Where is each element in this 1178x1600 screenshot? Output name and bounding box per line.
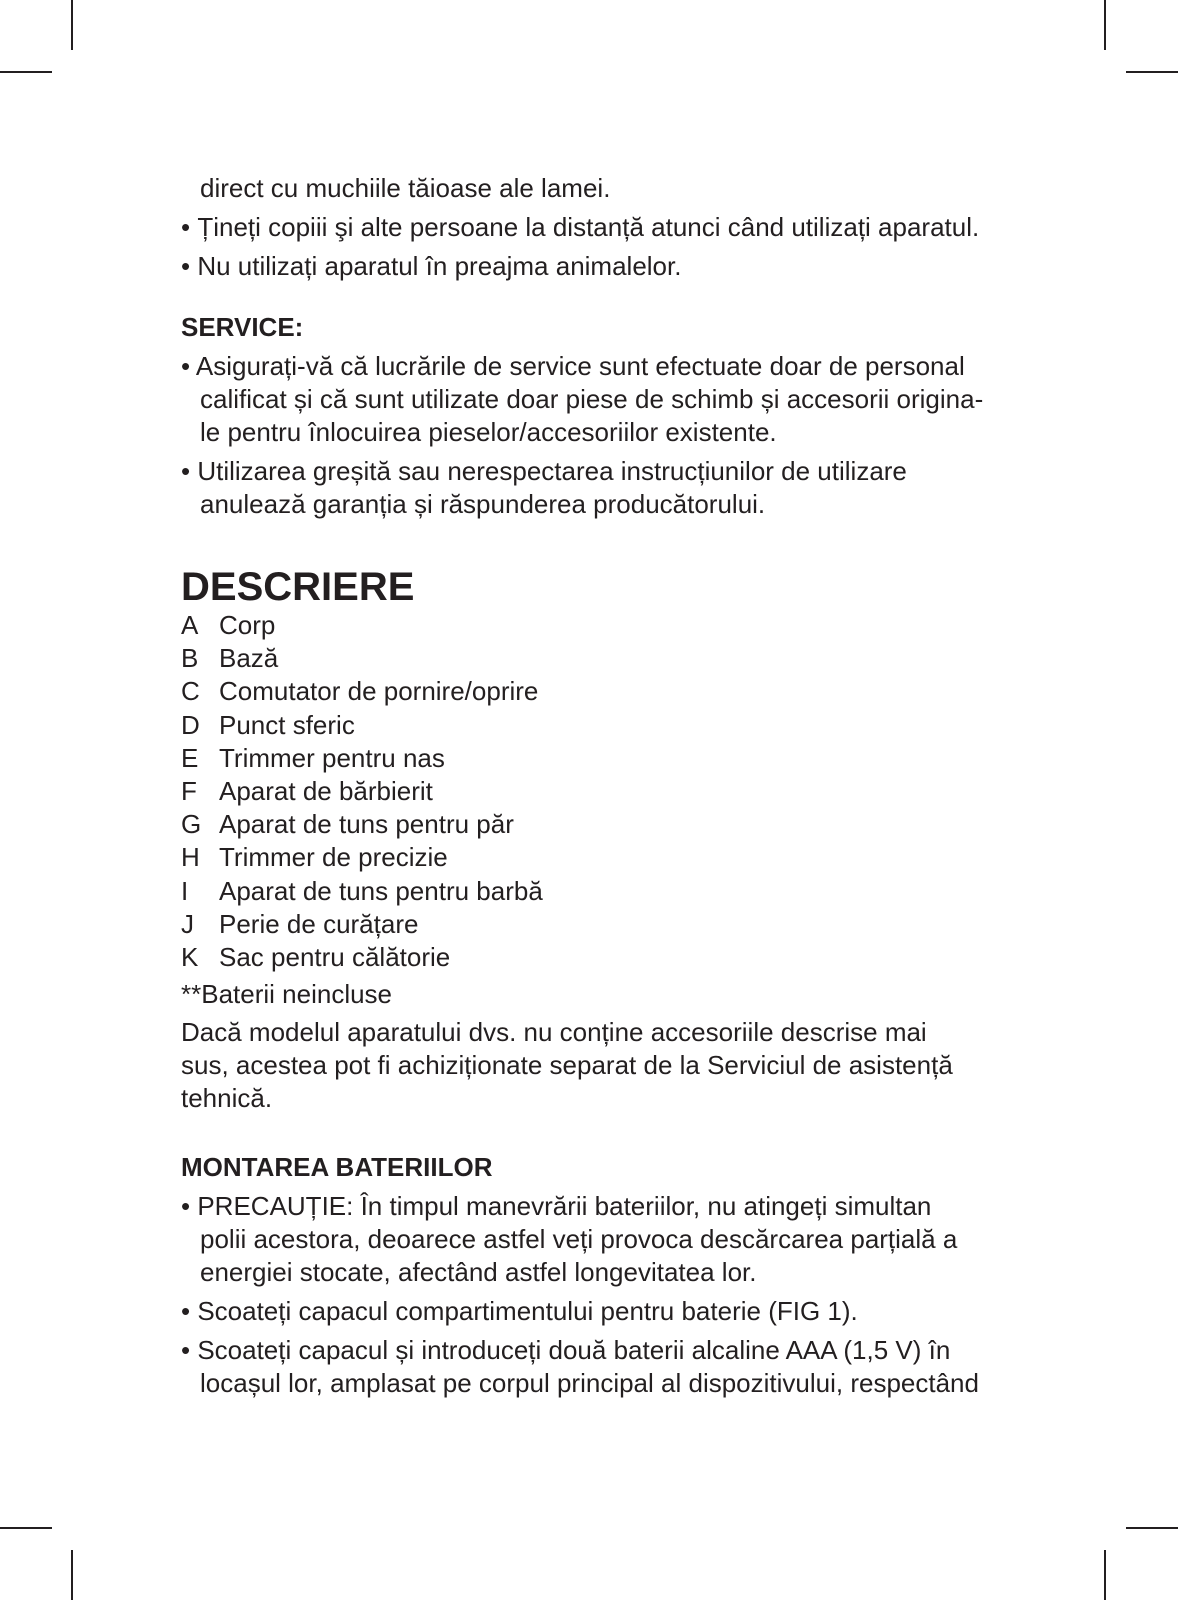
item-letter: D (181, 709, 200, 740)
description-item (181, 642, 1041, 675)
crop-mark-top-left-horizontal (0, 71, 52, 73)
description-item (181, 742, 1041, 775)
item-label: Perie de curățare (219, 908, 419, 939)
bullet-item (181, 455, 1041, 521)
bullet-item (181, 350, 1041, 449)
bullet-item (181, 250, 1041, 283)
item-label: Trimmer de precizie (219, 842, 448, 873)
description-item (181, 675, 1041, 708)
bullet-line: le pentru înlocuirea pieselor/accesoriilor existente. (200, 417, 777, 447)
item-label: Comutator de pornire/oprire (219, 676, 539, 707)
item-letter: I (181, 875, 189, 906)
item-label: Aparat de tuns pentru barbă (219, 875, 543, 906)
description-item (181, 808, 1041, 841)
bullet-line: • Scoateți capacul compartimentului pentru baterie (FIG 1). (181, 1296, 858, 1327)
item-letter: C (181, 676, 200, 707)
bullet-item (181, 211, 1041, 244)
page-content (181, 172, 1041, 1406)
item-letter: A (181, 610, 199, 640)
bullet-item (181, 1295, 1041, 1328)
description-item (181, 908, 1041, 941)
paragraph-line: sus, acestea pot fi achiziționate separat de la Serviciul de asistență (181, 1050, 953, 1081)
description-item (181, 875, 1041, 908)
paragraph-line: Dacă modelul aparatului dvs. nu conține accesoriile descrise mai (181, 1017, 927, 1048)
montarea-heading: MONTAREA BATERIILOR (181, 1152, 493, 1183)
service-heading: SERVICE: (181, 312, 304, 342)
bullet-line: energiei stocate, afectând astfel longevitatea lor. (200, 1257, 757, 1288)
item-letter: G (181, 809, 202, 840)
item-label: Aparat de bărbierit (219, 775, 433, 806)
bullet-item (181, 1334, 1041, 1400)
bullet-line: locașul lor, amplasat pe corpul principal al dispozitivului, respectând (200, 1368, 979, 1399)
crop-mark-top-left-vertical (71, 0, 73, 50)
item-letter: K (181, 941, 199, 972)
description-item (181, 775, 1041, 808)
descriere-heading: DESCRIERE (181, 565, 415, 609)
crop-mark-top-right-horizontal (1126, 71, 1178, 73)
description-item (181, 941, 1041, 974)
continuation-line: direct cu muchiile tăioase ale lamei. (200, 173, 611, 203)
bullet-line: • Nu utilizați aparatul în preajma animalelor. (181, 251, 682, 281)
item-label: Aparat de tuns pentru păr (219, 809, 514, 840)
item-letter: F (181, 775, 197, 806)
bullet-line: • PRECAUȚIE: În timpul manevrării bateriilor, nu atingeți simultan (181, 1191, 932, 1222)
bullet-line: • Țineți copiii şi alte persoane la distanță atunci când utilizați aparatul. (181, 212, 980, 242)
description-item (181, 609, 1041, 642)
description-item (181, 841, 1041, 874)
paragraph-line: tehnică. (181, 1083, 273, 1114)
description-item (181, 709, 1041, 742)
bullet-line: anulează garanția și răspunderea producătorului. (200, 489, 766, 519)
crop-mark-top-right-vertical (1104, 0, 1106, 50)
item-label: Trimmer pentru nas (219, 742, 445, 773)
item-letter: B (181, 643, 199, 674)
item-label: Sac pentru călătorie (219, 941, 451, 972)
bullet-item (181, 1190, 1041, 1289)
item-letter: H (181, 842, 200, 873)
item-label: Corp (219, 610, 276, 640)
bullet-line: • Scoateți capacul și introduceți două baterii alcaline AAA (1,5 V) în (181, 1335, 951, 1366)
description-list (181, 609, 1041, 974)
item-letter: J (181, 908, 194, 939)
bullet-line: • Utilizarea greșită sau nerespectarea instrucțiunilor de utilizare (181, 456, 907, 486)
crop-mark-bottom-left-vertical (71, 1550, 73, 1600)
bullet-line: polii acestora, deoarece astfel veți provoca descărcarea parțială a (200, 1224, 958, 1255)
item-label: Punct sferic (219, 709, 355, 740)
bullet-line: • Asigurați-vă că lucrările de service sunt efectuate doar de personal (181, 351, 965, 381)
item-label: Bază (219, 643, 279, 674)
bullet-line: calificat și că sunt utilizate doar piese de schimb și accesorii origina- (200, 384, 984, 414)
crop-mark-bottom-right-horizontal (1126, 1527, 1178, 1529)
batteries-note: **Baterii neincluse (181, 979, 393, 1010)
crop-mark-bottom-left-horizontal (0, 1527, 52, 1529)
item-letter: E (181, 742, 199, 773)
crop-mark-bottom-right-vertical (1104, 1550, 1106, 1600)
